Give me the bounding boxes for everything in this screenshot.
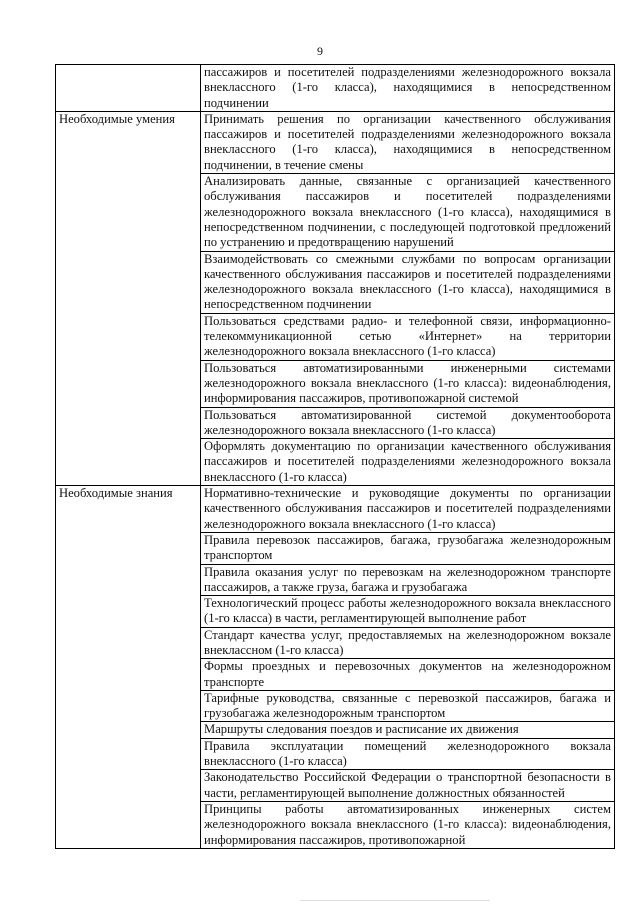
table-cell: Стандарт качества услуг, предоставляемых на железнодорожном вокзале внеклассном (1-го класса) (201, 627, 615, 659)
table-cell: Принципы работы автоматизированных инженерных систем железнодорожного вокзала внеклассного (1-го класса): видеонаблюдения, информирования пассажиров, противопожарной (201, 801, 615, 848)
table-cell: Правила оказания услуг по перевозкам на железнодорожном транспорте пассажиров, а также груза, багажа и грузобагажа (201, 564, 615, 596)
row-label-skills: Необходимые умения (56, 111, 201, 485)
table-cell: Правила эксплуатации помещений железнодорожного вокзала внеклассного (1-го класса) (201, 738, 615, 770)
table-cell: Формы проездных и перевозочных документов на железнодорожном транспорте (201, 659, 615, 691)
competency-table (55, 64, 615, 849)
table-cell: пассажиров и посетителей подразделениями железнодорожного вокзала внеклассного (1-го класса), находящимися в непосредственном подчинении (201, 65, 615, 112)
row-label-empty (56, 65, 201, 112)
table-cell: Анализировать данные, связанные с организацией качественного обслуживания пассажиров и посетителей подразделениями железнодорожного вокзала внеклассного (1-го класса), находящимися в непосредственном подчинении, с последующей подготовкой предложений по устранению и предотвращению нарушений (201, 174, 615, 251)
page-number: 9 (317, 44, 323, 58)
table-cell: Пользоваться автоматизированными инженерными системами железнодорожного вокзала внеклассного (1-го класса): видеонаблюдения, информирования пассажиров, противопожарной системой (201, 360, 615, 407)
table-cell: Пользоваться автоматизированной системой документооборота железнодорожного вокзала внеклассного (1-го класса) (201, 407, 615, 439)
table-cell: Тарифные руководства, связанные с перевозкой пассажиров, багажа и грузобагажа железнодорожным транспортом (201, 690, 615, 722)
table-cell: Пользоваться средствами радио- и телефонной связи, информационно-телекоммуникационной сетью «Интернет» на территории железнодорожного вокзала внеклассного (1-го класса) (201, 313, 615, 360)
table-row (56, 111, 615, 173)
row-label-knowledge: Необходимые знания (56, 486, 201, 849)
bottom-divider (300, 900, 490, 901)
table-cell: Законодательство Российской Федерации о транспортной безопасности в части, регламентирующей выполнение должностных обязанностей (201, 770, 615, 802)
table-row (56, 486, 615, 533)
table-cell: Маршруты следования поездов и расписание их движения (201, 722, 615, 738)
table-cell: Нормативно-технические и руководящие документы по организации качественного обслуживания пассажиров и посетителей подразделениями железнодорожного вокзала внеклассного (1-го класса) (201, 486, 615, 533)
table-cell: Взаимодействовать со смежными службами по вопросам организации качественного обслуживания пассажиров и посетителей подразделениями железнодорожного вокзала внеклассного (1-го класса), находящимися в непосредственном подчинении (201, 251, 615, 313)
table-cell: Технологический процесс работы железнодорожного вокзала внеклассного (1-го класса) в части, регламентирующей выполнение работ (201, 596, 615, 628)
table-cell: Принимать решения по организации качественного обслуживания пассажиров и посетителей подразделениями железнодорожного вокзала внеклассного (1-го класса), находящимися в непосредственном подчинении, в течение смены (201, 111, 615, 173)
table-row (56, 65, 615, 112)
table-cell: Правила перевозок пассажиров, багажа, грузобагажа железнодорожным транспортом (201, 532, 615, 564)
table-cell: Оформлять документацию по организации качественного обслуживания пассажиров и посетителей подразделениями железнодорожного вокзала внеклассного (1-го класса) (201, 439, 615, 486)
